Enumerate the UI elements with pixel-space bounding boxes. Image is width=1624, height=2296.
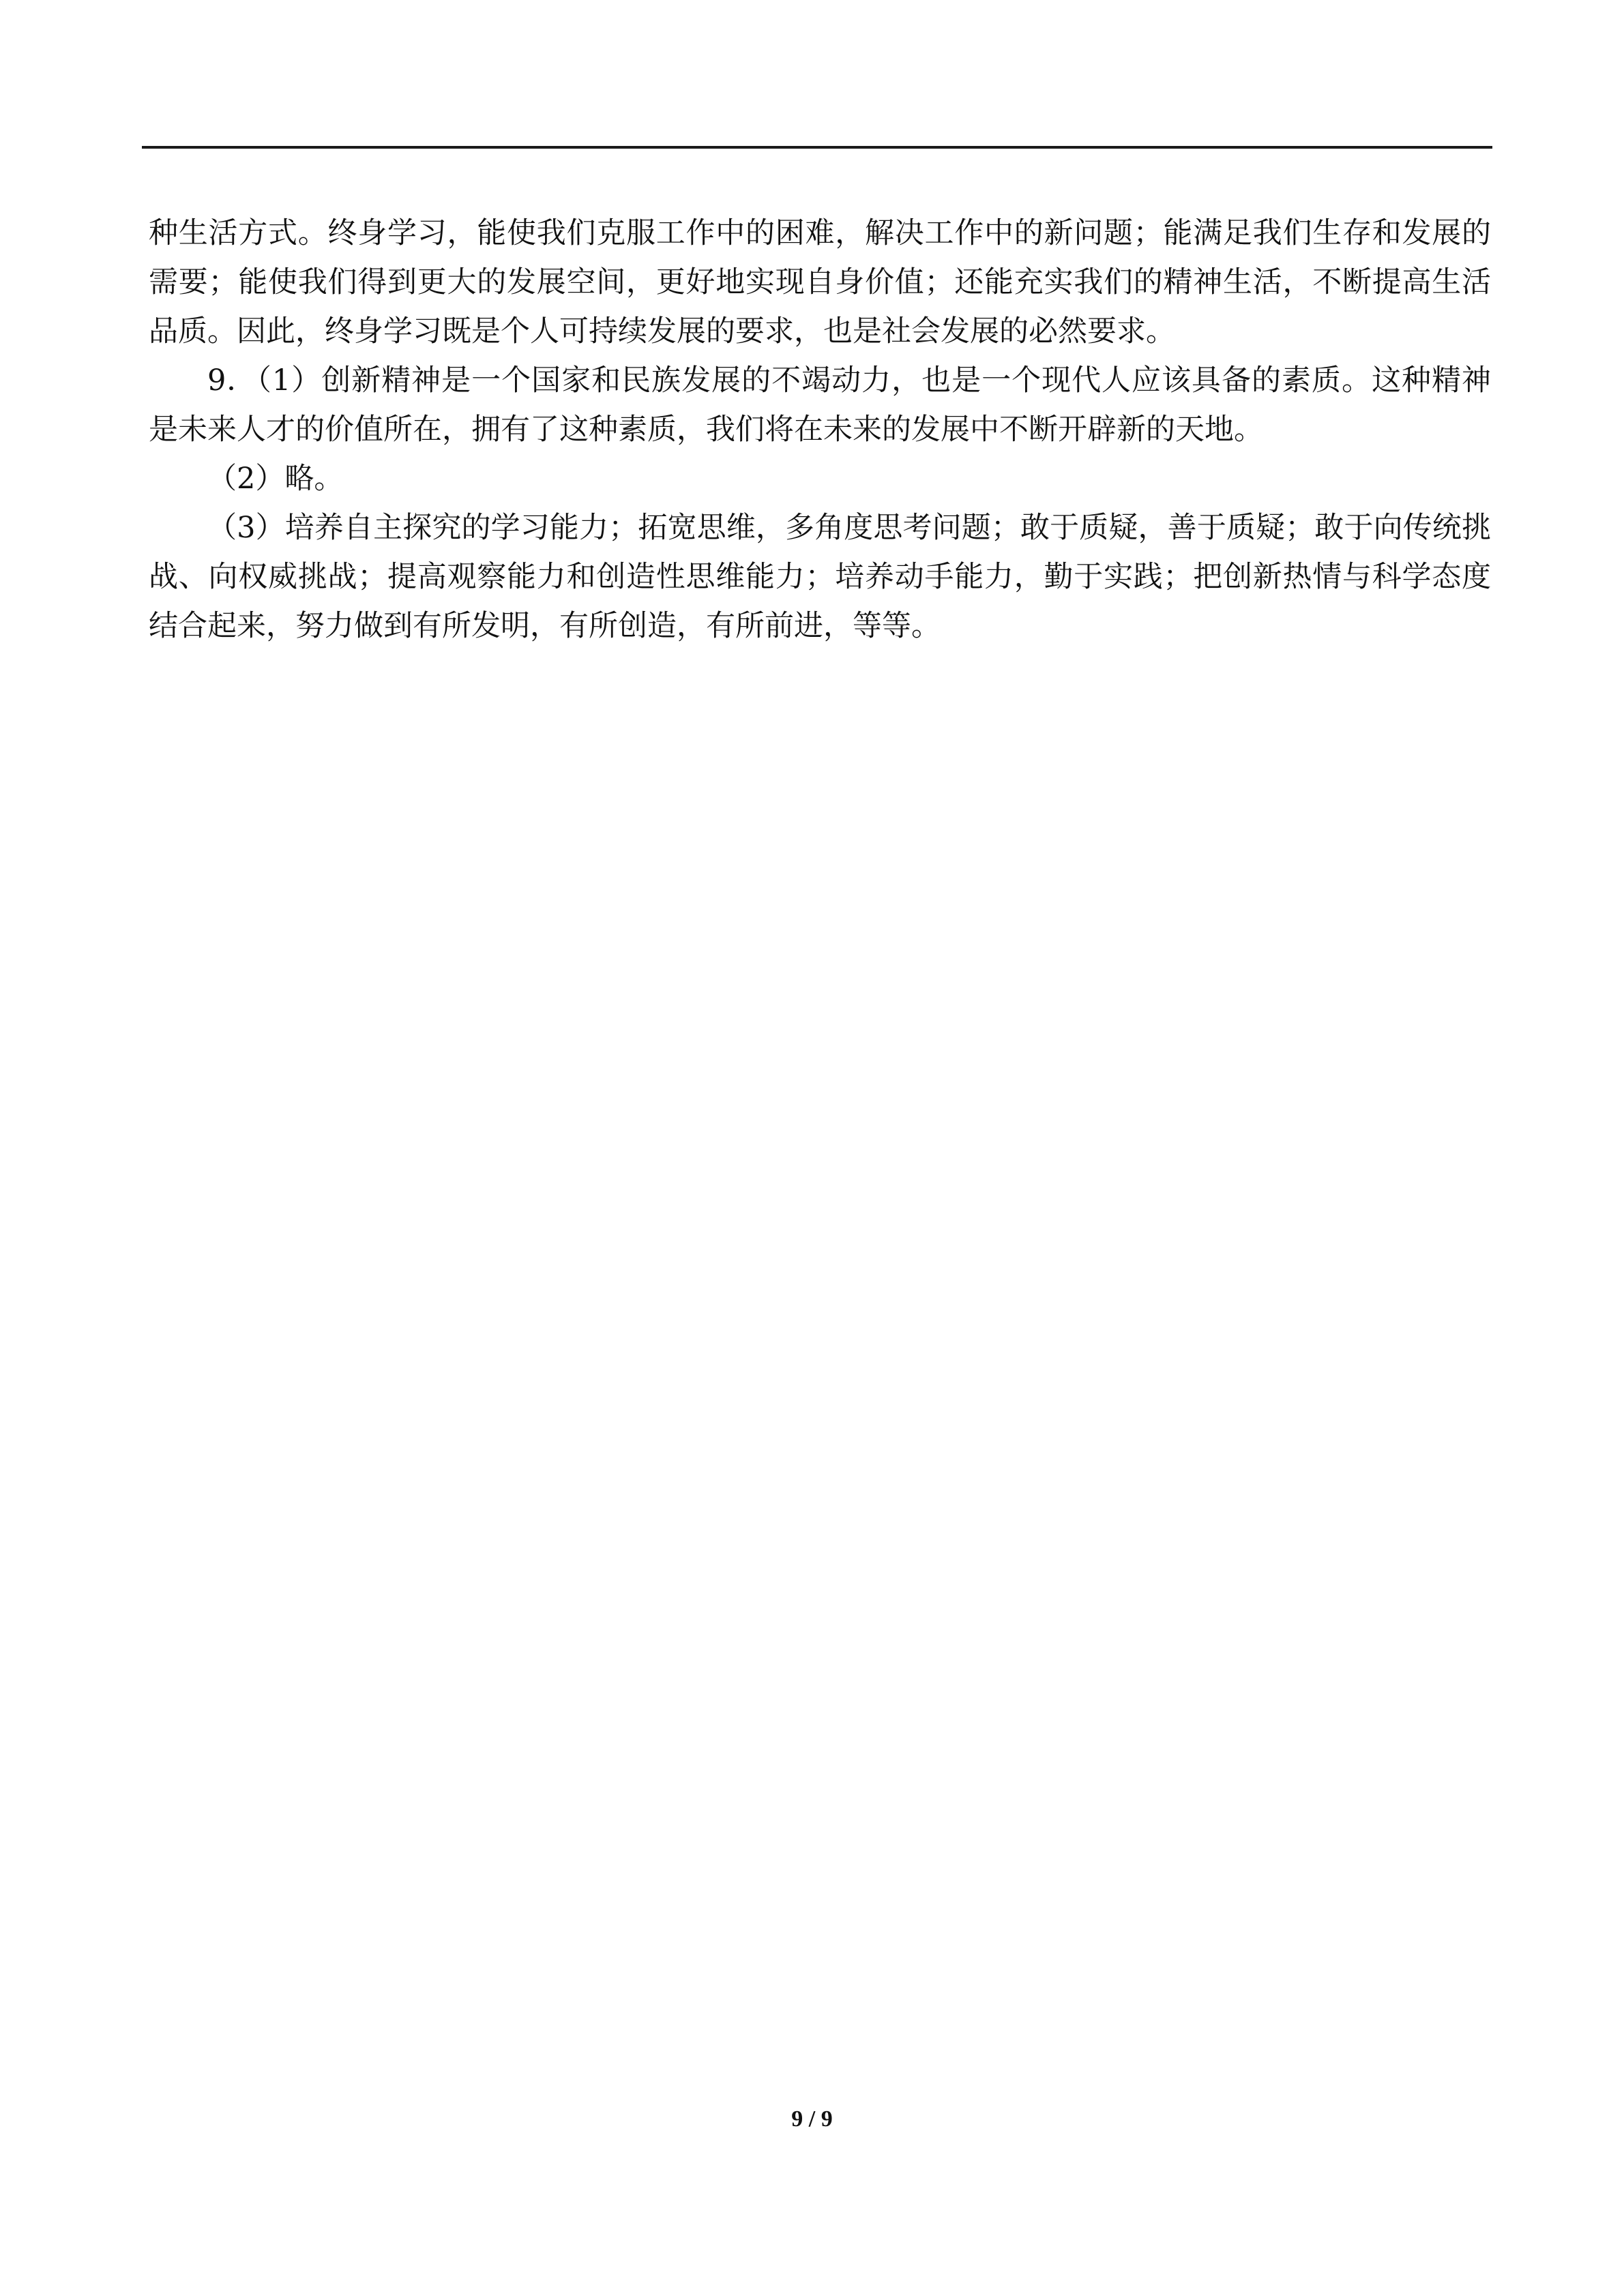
document-body <box>149 209 1491 651</box>
paragraph-answer-9-1: 9．（1）创新精神是一个国家和民族发展的不竭动力，也是一个现代人应该具备的素质。这种精神是未来人才的价值所在，拥有了这种素质，我们将在未来的发展中不断开辟新的天地。 <box>149 363 1491 447</box>
page-number: 9 / 9 <box>791 2106 833 2132</box>
paragraph-continued: 种生活方式。终身学习，能使我们克服工作中的困难，解决工作中的新问题；能满足我们生存和发展的需要；能使我们得到更大的发展空间，更好地实现自身价值；还能充实我们的精神生活，不断提高生活品质。因此，终身学习既是个人可持续发展的要求，也是社会发展的必然要求。 <box>149 216 1491 348</box>
header-rule <box>142 146 1492 149</box>
paragraph-answer-9-3: （3）培养自主探究的学习能力；拓宽思维，多角度思考问题；敢于质疑，善于质疑；敢于向传统挑战、向权威挑战；提高观察能力和创造性思维能力；培养动手能力，勤于实践；把创新热情与科学态度结合起来，努力做到有所发明，有所创造，有所前进，等等。 <box>149 511 1491 643</box>
paragraph-answer-9-2: （2）略。 <box>207 462 344 496</box>
